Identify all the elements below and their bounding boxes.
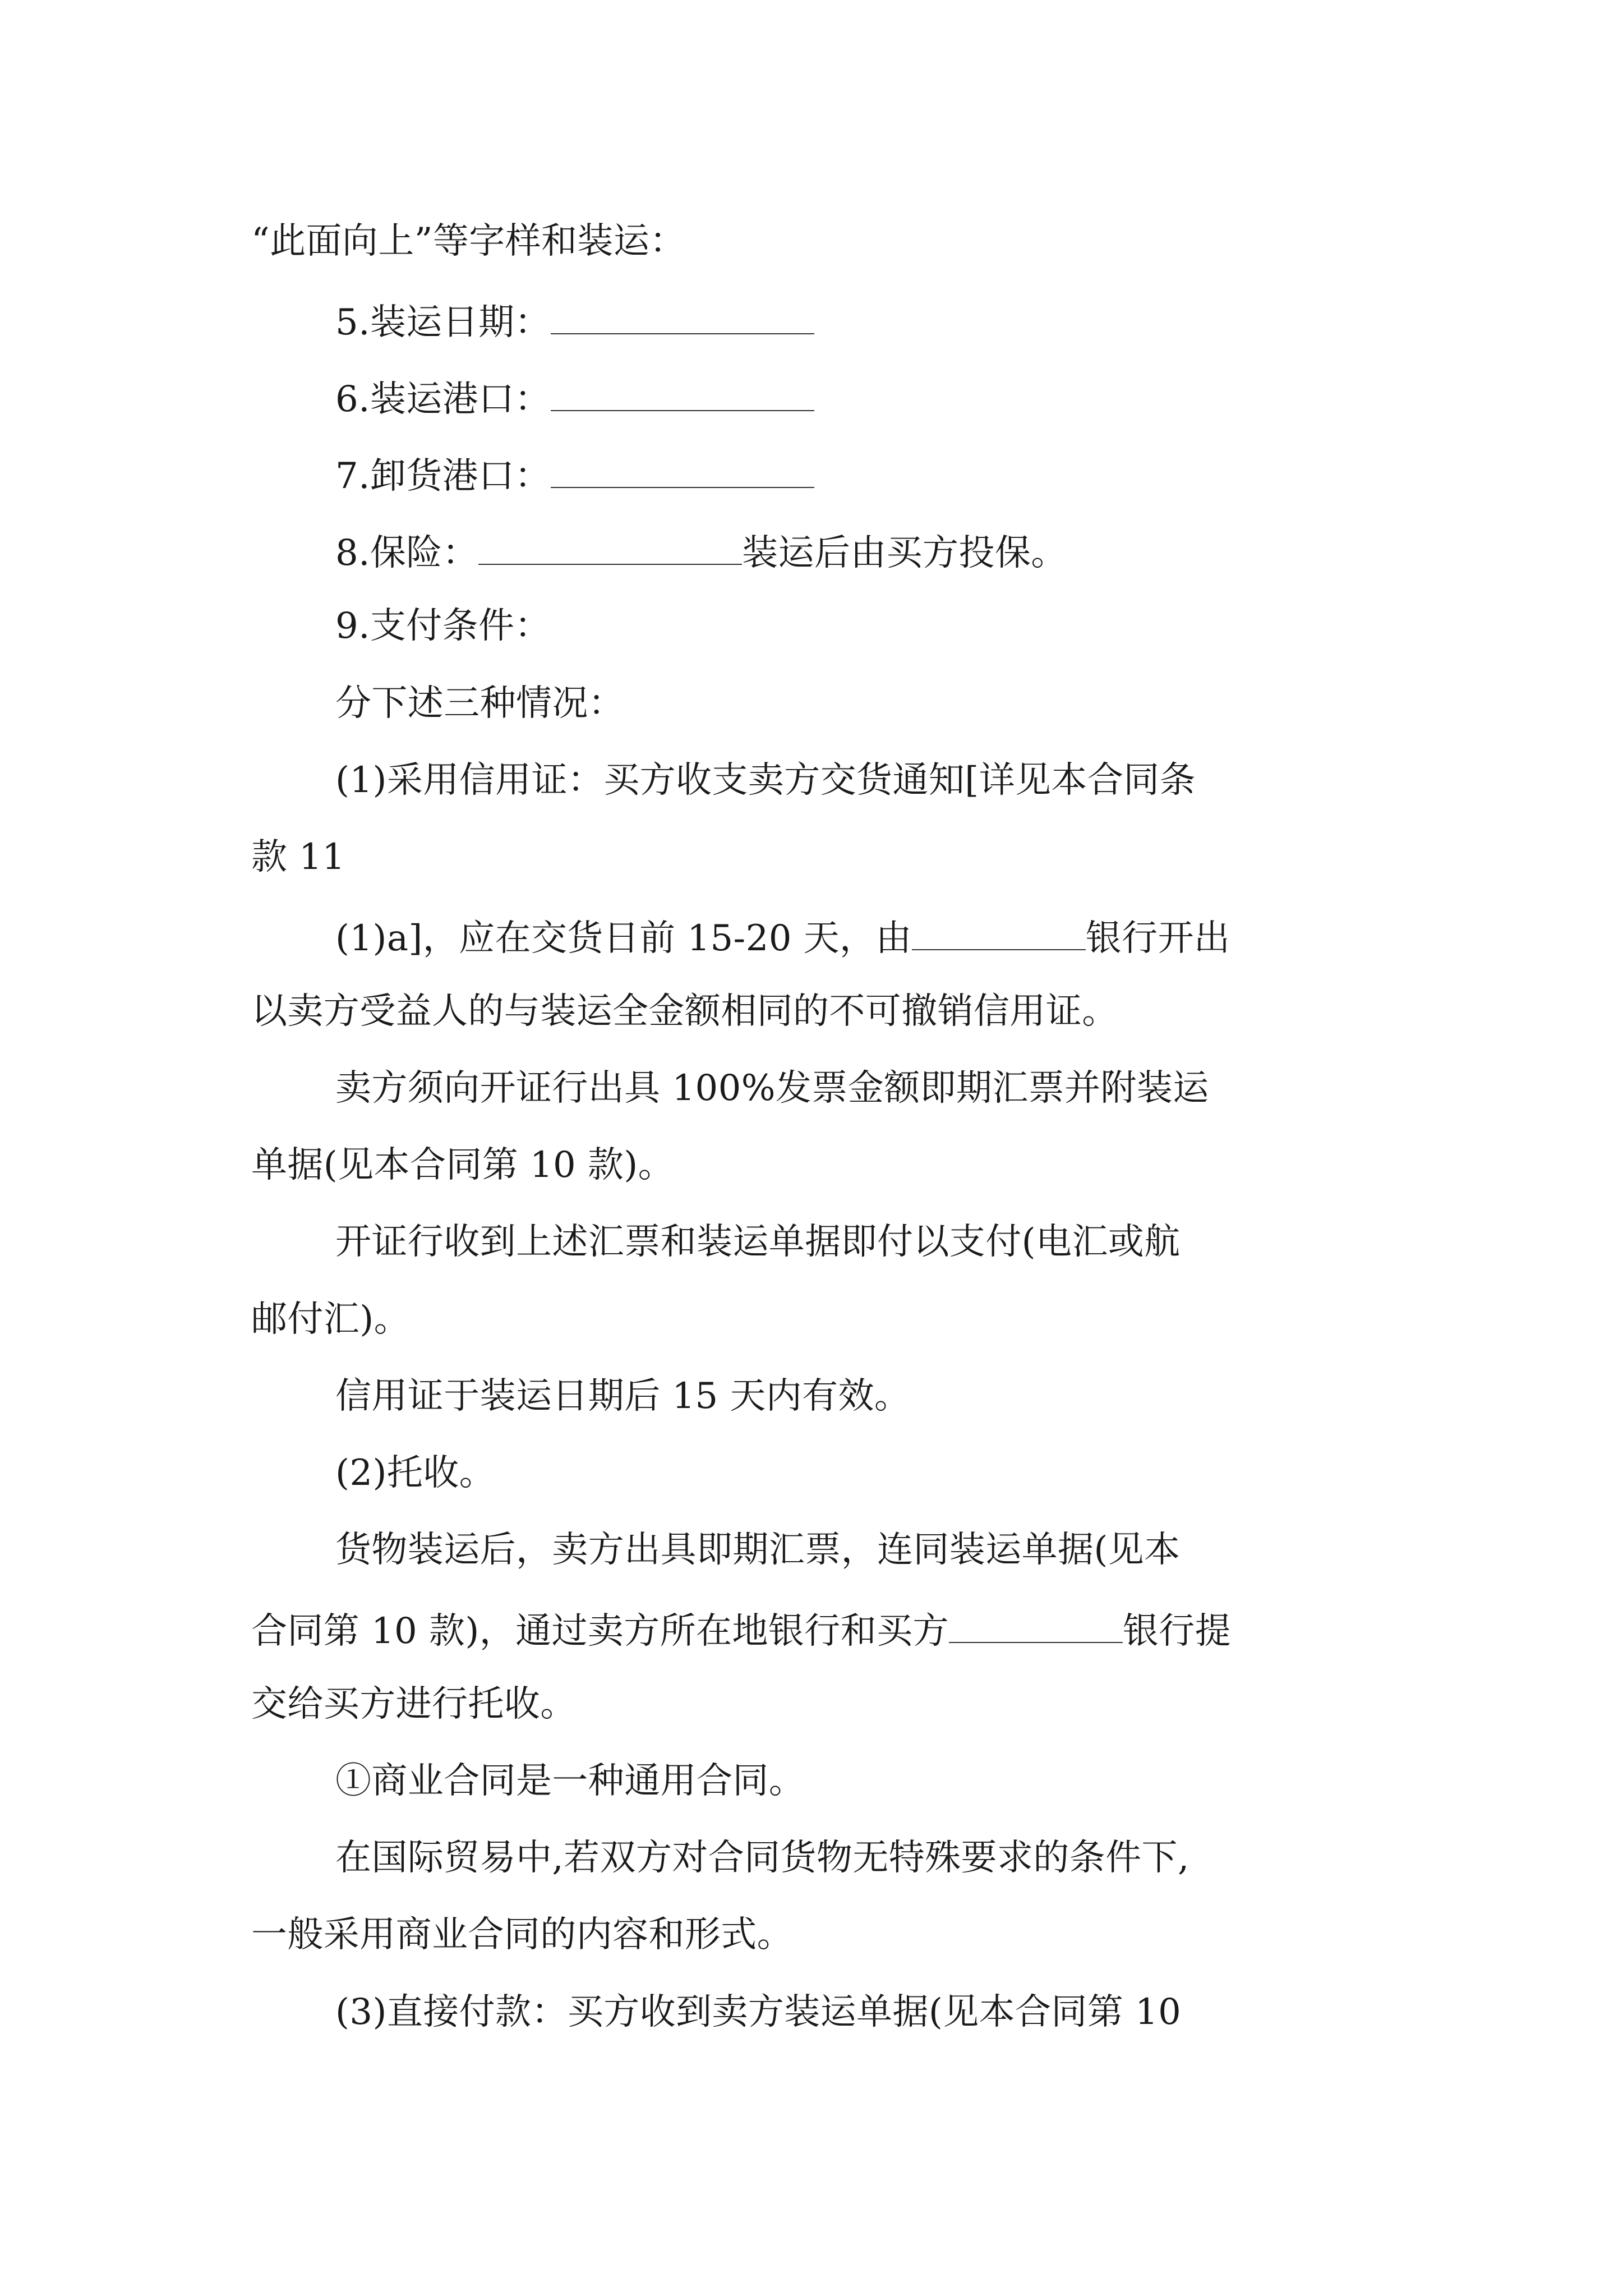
line-text: 一般采用商业合同的内容和形式。 — [251, 1914, 793, 1955]
line-text: 开证行收到上述汇票和装运单据即付以支付(电汇或航 — [335, 1221, 1181, 1263]
line-text: “此面向上”等字样和装运： — [251, 220, 686, 262]
line-text: 9.支付条件： — [335, 605, 551, 647]
line-text: 合同第 10 款)，通过卖方所在地银行和买方 — [251, 1611, 949, 1652]
field-shipment-date — [335, 301, 814, 341]
text-line-collection-3 — [251, 1683, 577, 1725]
line-text: (2)托收。 — [335, 1452, 496, 1494]
fill-blank — [551, 301, 814, 334]
line-text: 卖方须向开证行出具 100%发票金额即期汇票并附装运 — [335, 1068, 1209, 1109]
line-text: 8.保险： — [335, 532, 479, 574]
line-text: 6.装运港口： — [335, 379, 551, 420]
line-text: 交给买方进行托收。 — [251, 1683, 577, 1725]
line-text: 单据(见本合同第 10 款)。 — [251, 1144, 675, 1186]
text-line-draft-2 — [251, 1144, 675, 1186]
text-line-three-cases — [335, 683, 625, 724]
line-text: 款 11 — [251, 836, 345, 878]
text-line-bank-2 — [251, 1299, 410, 1340]
text-line-intl-trade-1 — [335, 1837, 1189, 1879]
line-text: 信用证于装运日期后 15 天内有效。 — [335, 1375, 911, 1417]
text-line-collection-1 — [335, 1529, 1181, 1571]
line-text-after: 银行提 — [1122, 1611, 1232, 1652]
field-discharge-port — [335, 454, 814, 497]
text-line-direct-payment — [335, 1991, 1182, 2033]
text-line-validity — [335, 1375, 911, 1417]
text-line-lc-1 — [335, 760, 1196, 801]
fill-blank — [478, 531, 742, 565]
text-line-lc-3 — [335, 917, 1230, 959]
line-text: ①商业合同是一种通用合同。 — [335, 1760, 805, 1802]
line-text: (1)a]，应在交货日前 15-20 天，由 — [335, 918, 912, 959]
text-line-bank-1 — [335, 1221, 1181, 1263]
fill-blank — [551, 378, 814, 411]
line-text: 在国际贸易中,若双方对合同货物无特殊要求的条件下, — [335, 1837, 1189, 1879]
fill-blank — [949, 1609, 1123, 1643]
line-text: 以卖方受益人的与装运全金额相同的不可撤销信用证。 — [251, 991, 1118, 1032]
text-line-lc-2 — [251, 836, 345, 878]
line-text: 分下述三种情况： — [335, 683, 625, 724]
line-text: 货物装运后，卖方出具即期汇票，连同装运单据(见本 — [335, 1529, 1181, 1571]
text-line-collection-2 — [251, 1609, 1232, 1652]
text-line-intl-trade-2 — [251, 1914, 793, 1955]
line-text-after: 银行开出 — [1085, 918, 1230, 959]
field-insurance — [335, 531, 1067, 574]
field-loading-port — [335, 378, 814, 420]
text-line-lc-4 — [251, 991, 1118, 1032]
text-line-commercial-contract — [335, 1760, 805, 1802]
text-line-collection — [335, 1452, 496, 1494]
text-line-1 — [251, 220, 686, 262]
text-line-payment-terms — [335, 605, 551, 647]
line-text: (1)采用信用证：买方收支卖方交货通知[详见本合同条 — [335, 760, 1196, 801]
text-line-draft-1 — [335, 1068, 1209, 1109]
line-text: 邮付汇)。 — [251, 1299, 410, 1340]
line-text: 7.卸货港口： — [335, 455, 551, 497]
line-text: (3)直接付款：买方收到卖方装运单据(见本合同第 10 — [335, 1991, 1182, 2033]
line-text: 5.装运日期： — [335, 302, 551, 343]
line-text-after: 装运后由买方投保。 — [742, 532, 1067, 574]
fill-blank — [551, 454, 814, 488]
fill-blank — [912, 917, 1086, 950]
